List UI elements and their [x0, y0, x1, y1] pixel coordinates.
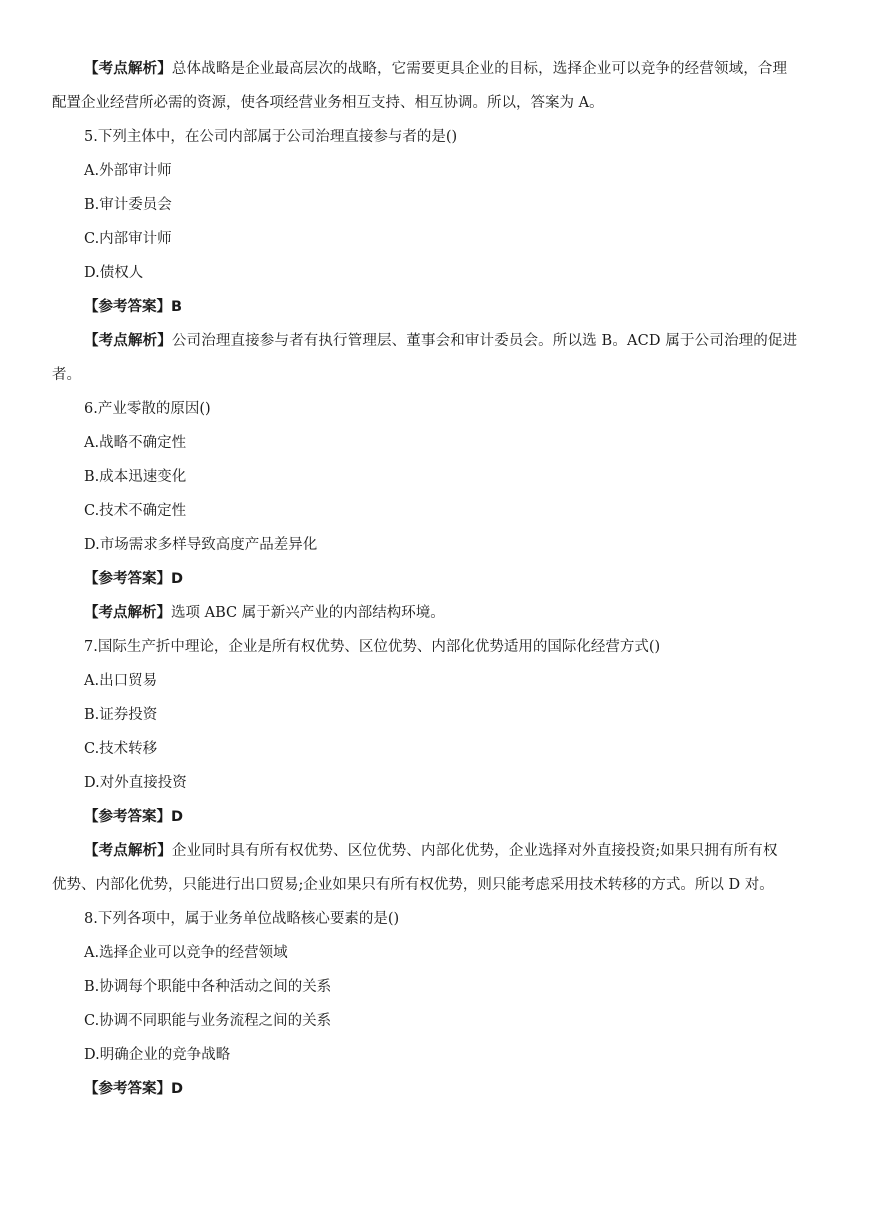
- analysis-tag: 【考点解析】: [84, 333, 172, 349]
- analysis-tag: 【考点解析】: [84, 605, 171, 621]
- answer-tag: 【参考答案】: [84, 1081, 171, 1097]
- analysis-text: 选项 ABC 属于新兴产业的内部结构环境。: [171, 605, 445, 621]
- q7-analysis-continued: 优势、内部化优势，只能进行出口贸易;企业如果只有所有权优势，则只能考虑采用技术转移的方式。所以 D 对。: [52, 877, 774, 893]
- q6-option-d: D.市场需求多样导致高度产品差异化: [84, 537, 318, 553]
- question-8: 8.下列各项中，属于业务单位战略核心要素的是(): [84, 911, 400, 927]
- q7-option-a: A.出口贸易: [84, 673, 158, 689]
- q5-answer: [84, 297, 182, 317]
- answer-value: B: [171, 299, 183, 315]
- q6-option-b: B.成本迅速变化: [84, 469, 187, 485]
- q6-option-a: A.战略不确定性: [84, 435, 187, 451]
- q8-option-b: B.协调每个职能中各种活动之间的关系: [84, 979, 332, 995]
- q8-option-a: A.选择企业可以竞争的经营领域: [84, 945, 288, 961]
- answer-value: D: [171, 809, 184, 825]
- q7-option-c: C.技术转移: [84, 741, 158, 757]
- q5-option-a: A.外部审计师: [84, 163, 172, 179]
- q8-answer: [84, 1079, 183, 1099]
- q5-analysis-continued: 者。: [52, 367, 81, 383]
- q5-option-d: D.债权人: [84, 265, 144, 281]
- q6-option-c: C.技术不确定性: [84, 503, 187, 519]
- answer-value: D: [171, 571, 184, 587]
- q5-option-c: C.内部审计师: [84, 231, 172, 247]
- q7-option-d: D.对外直接投资: [84, 775, 187, 791]
- analysis-text-continued: 配置企业经营所必需的资源，使各项经营业务相互支持、相互协调。所以，答案为 A。: [52, 95, 604, 111]
- answer-tag: 【参考答案】: [84, 809, 171, 825]
- q5-option-b: B.审计委员会: [84, 197, 172, 213]
- analysis-paragraph: [84, 59, 787, 79]
- analysis-text: 企业同时具有所有权优势、区位优势、内部化优势，企业选择对外直接投资;如果只拥有所有权: [171, 843, 778, 859]
- q8-option-c: C.协调不同职能与业务流程之间的关系: [84, 1013, 332, 1029]
- question-7: 7.国际生产折中理论，企业是所有权优势、区位优势、内部化优势适用的国际化经营方式(): [84, 639, 661, 655]
- analysis-tag: 【考点解析】: [84, 843, 172, 859]
- answer-tag: 【参考答案】: [84, 571, 171, 587]
- q7-answer: [84, 807, 183, 827]
- analysis-tag: 【考点解析】: [84, 61, 172, 77]
- question-5: 5.下列主体中，在公司内部属于公司治理直接参与者的是(): [84, 129, 458, 145]
- answer-value: D: [171, 1081, 184, 1097]
- q8-option-d: D.明确企业的竞争战略: [84, 1047, 231, 1063]
- q6-answer: [84, 569, 183, 589]
- q7-analysis: [84, 841, 778, 861]
- q5-analysis: [84, 331, 797, 351]
- analysis-text: 公司治理直接参与者有执行管理层、董事会和审计委员会。所以选 B。ACD 属于公司治理的促进: [171, 333, 798, 349]
- analysis-text: 总体战略是企业最高层次的战略，它需要更具企业的目标，选择企业可以竞争的经营领域，合理: [171, 61, 788, 77]
- q7-option-b: B.证券投资: [84, 707, 158, 723]
- answer-tag: 【参考答案】: [84, 299, 171, 315]
- q6-analysis: [84, 603, 445, 623]
- question-6: 6.产业零散的原因(): [84, 401, 211, 417]
